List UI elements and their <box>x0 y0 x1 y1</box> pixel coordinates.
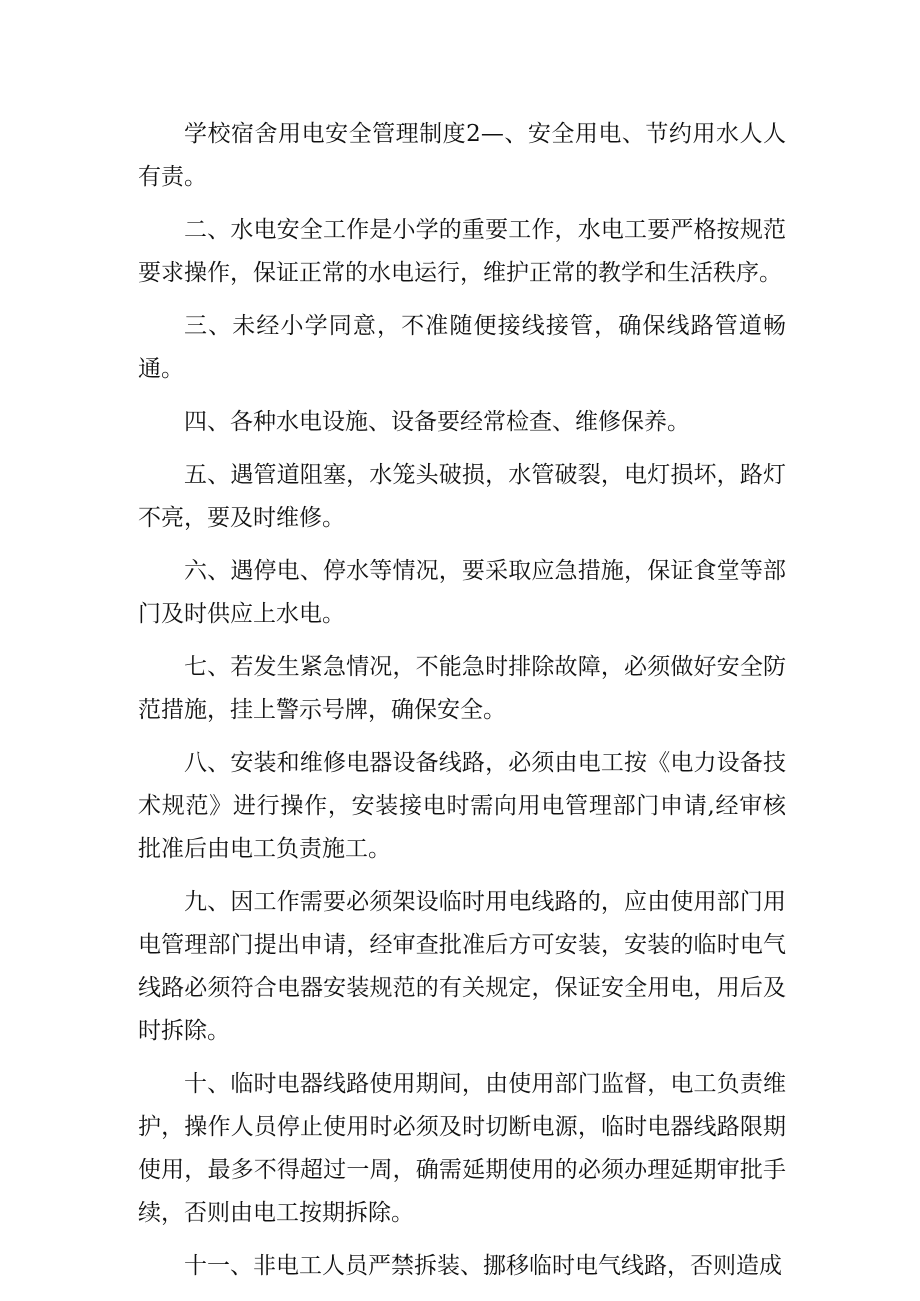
paragraph-4: 四、各种水电设施、设备要经常检查、维修保养。 <box>184 409 690 435</box>
paragraph-1: 学校宿舍用电安全管理制度2—、安全用电、节约用水人人有责。 <box>138 121 786 190</box>
paragraph-2: 二、水电安全工作是小学的重要工作，水电工要严格按规范要求操作，保证正常的水电运行，维护正常的教学和生活秩序。 <box>138 217 786 286</box>
paragraph-10: 十、临时电器线路使用期间，由使用部门监督，电工负责维护，操作人员停止使用时必须及时切断电源，临时电器线路限期使用，最多不得超过一周，确需延期使用的必须办理延期审批手续，否则由电工按期拆除。 <box>138 1071 786 1226</box>
document-body <box>138 113 786 1298</box>
paragraph-11: 十一、非电工人员严禁拆装、挪移临时电气线路，否则造成 <box>184 1253 782 1279</box>
paragraph-6: 六、遇停电、停水等情况，要采取应急措施，保证食堂等部门及时供应上水电。 <box>138 558 786 627</box>
paragraph-3: 三、未经小学同意，不准随便接线接管，确保线路管道畅通。 <box>138 313 786 382</box>
paragraph-9: 九、因工作需要必须架设临时用电线路的，应由使用部门用电管理部门提出申请，经审查批准后方可安装，安装的临时电气线路必须符合电器安装规范的有关规定，保证安全用电，用后及时拆除。 <box>138 889 786 1044</box>
paragraph-7: 七、若发生紧急情况，不能急时排除故障，必须做好安全防范措施，挂上警示号牌，确保安全。 <box>138 654 786 723</box>
paragraph-5: 五、遇管道阻塞，水笼头破损，水管破裂，电灯损坏，路灯不亮，要及时维修。 <box>138 462 786 531</box>
paragraph-8: 八、安装和维修电器设备线路，必须由电工按《电力设备技术规范》进行操作，安装接电时需向用电管理部门申请,经审核批准后由电工负责施工。 <box>138 750 786 862</box>
